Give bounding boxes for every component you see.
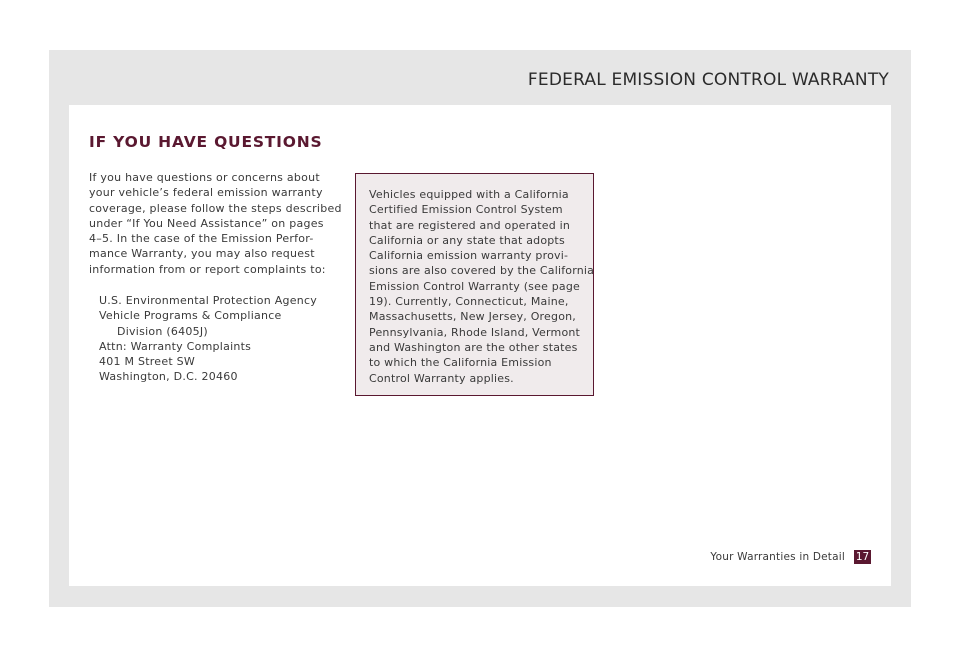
callout-line: Control Warranty applies. [369,371,514,385]
address-agency: U.S. Environmental Protection Agency [99,294,318,307]
callout-line: Emission Control Warranty (see page [369,279,581,293]
address-city: Washington, D.C. 20460 [99,370,238,384]
body-line: coverage, please follow the steps described [89,201,342,215]
body-line: If you have questions or concerns about [89,171,320,184]
page-heading: FEDERAL EMISSION CONTROL WARRANTY [527,70,889,90]
callout-line: to which the California Emission [369,356,552,370]
page-number-badge: 17 [855,551,870,563]
callout-line: 19). Currently, Connecticut, Maine, [369,295,569,309]
body-line: 4–5. In the case of the Emission Perfor- [89,232,314,246]
page-frame [49,50,911,607]
address-attn: Attn: Warranty Complaints [99,339,252,353]
body-line: under “If You Need Assistance” on pages [89,216,324,230]
callout-line: Massachusetts, New Jersey, Oregon, [369,310,576,324]
california-callout-box [355,173,594,396]
callout-line: Vehicles equipped with a California [369,188,569,201]
content-panel [69,105,891,586]
body-line: your vehicle’s federal emission warranty [89,186,323,200]
section-title: IF YOU HAVE QUESTIONS [89,133,323,151]
callout-line: California emission warranty provi- [369,249,569,263]
page-footer [710,550,871,564]
epa-address [99,293,317,385]
body-paragraph [89,170,349,277]
callout-line: Certified Emission Control System [369,203,563,217]
callout-line: Pennsylvania, Rhode Island, Vermont [369,325,581,339]
address-program: Vehicle Programs & Compliance [99,309,282,323]
body-line: mance Warranty, you may also request [89,247,315,261]
footer-label: Your Warranties in Detail [710,551,845,563]
address-division: Division (6405J) [117,324,208,338]
body-line: information from or report complaints to: [89,262,326,276]
address-street: 401 M Street SW [99,355,196,369]
callout-line: that are registered and operated in [369,218,571,232]
callout-line: sions are also covered by the California [369,264,595,278]
callout-line: California or any state that adopts [369,233,565,247]
callout-line: and Washington are the other states [369,340,578,354]
